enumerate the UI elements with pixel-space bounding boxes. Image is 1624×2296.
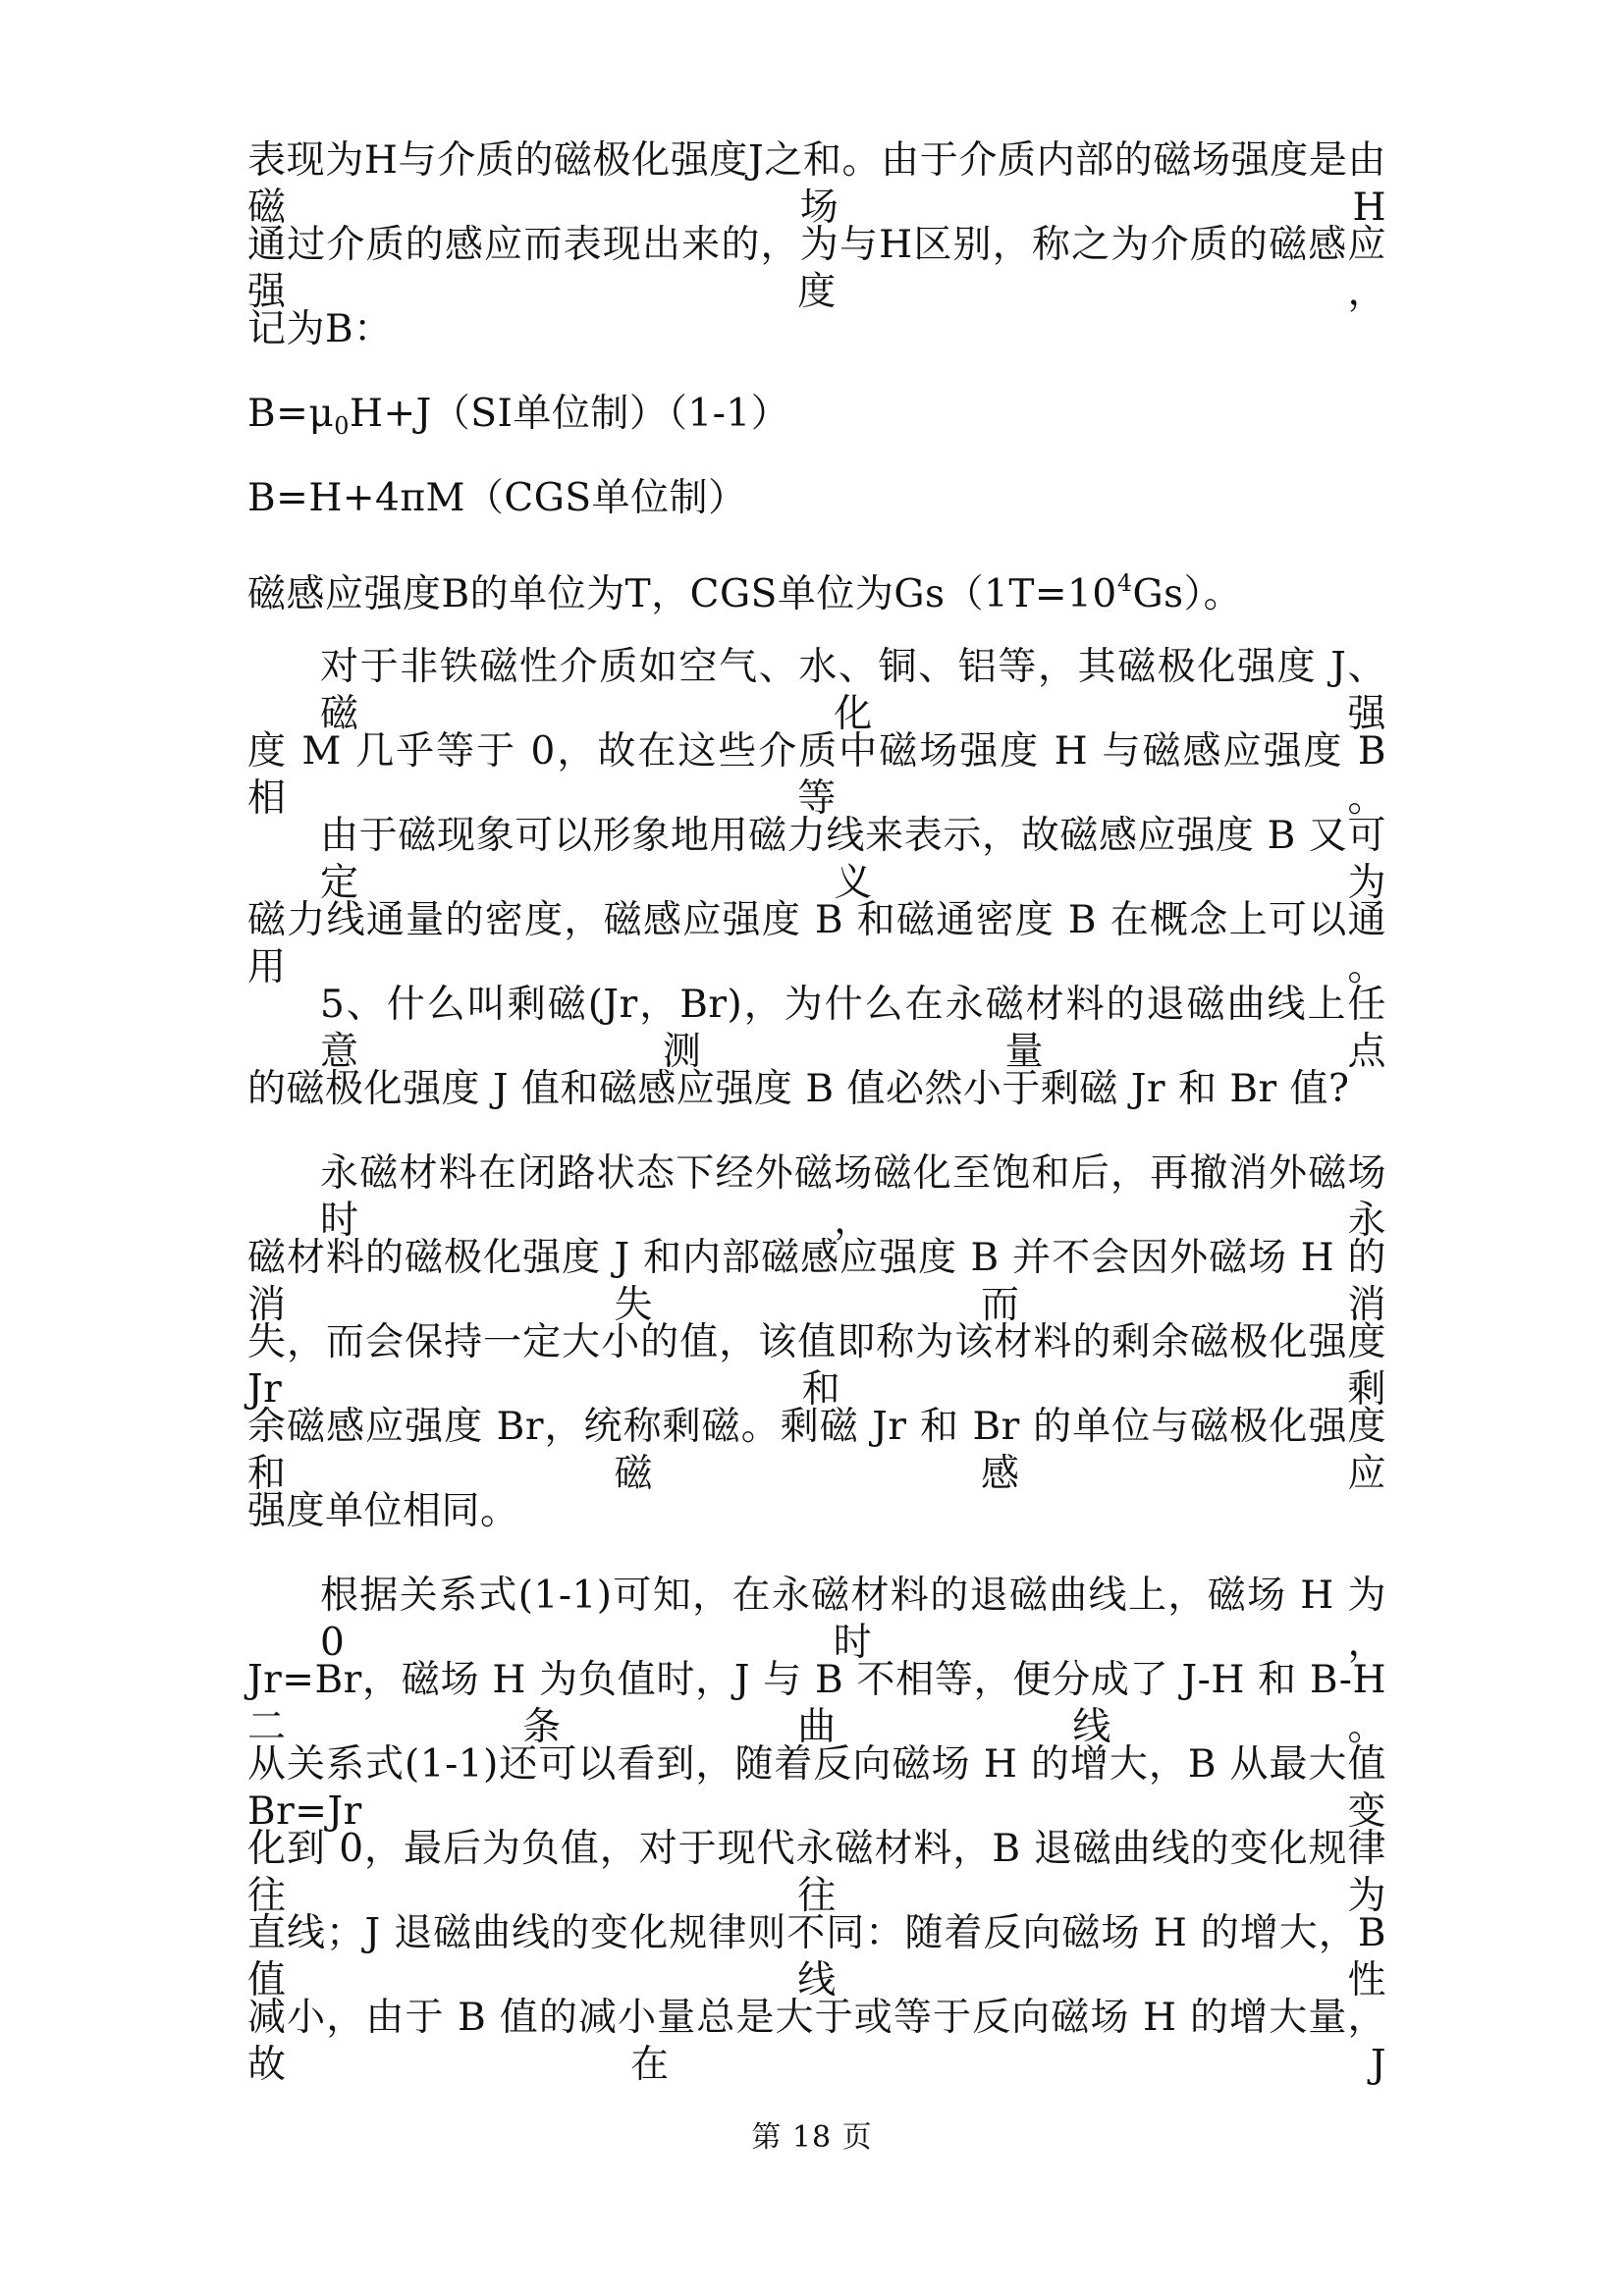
question-line: 的磁极化强度 J 值和磁感应强度 B 值必然小于剩磁 Jr 和 Br 值? [247, 1067, 1350, 1111]
unit-line [247, 560, 1386, 616]
formula-si-part: H+J（SI单位制）（1-1） [349, 392, 790, 436]
body-text-line: 表现为H与介质的磁极化强度J之和。由于介质内部的磁场强度是由磁场H [247, 138, 1386, 230]
page-number: 第 18 页 [751, 2120, 873, 2155]
paragraph-line: 强度单位相同。 [247, 1489, 519, 1533]
paragraph-line: 直线；J 退磁曲线的变化规律则不同：随着反向磁场 H 的增大，B 值线性 [247, 1911, 1386, 2002]
formula-cgs: B=H+4πM（CGS单位制） [247, 476, 747, 520]
paragraph-line: 磁力线通量的密度，磁感应强度 B 和磁通密度 B 在概念上可以通用。 [247, 898, 1386, 989]
body-text-line: 通过介质的感应而表现出来的，为与H区别，称之为介质的磁感应强度， [247, 223, 1386, 314]
paragraph-line: 化到 0，最后为负值，对于现代永磁材料，B 退磁曲线的变化规律往往为 [247, 1827, 1386, 1918]
paragraph-line: 度 M 几乎等于 0，故在这些介质中磁场强度 H 与磁感应强度 B 相等。 [247, 729, 1386, 821]
paragraph-line: 由于磁现象可以形象地用磁力线来表示，故磁感应强度 B 又可定义为 [320, 814, 1386, 905]
unit-line-part: 磁感应强度B的单位为T，CGS单位为Gs（1T=10 [247, 572, 1117, 616]
paragraph-line: 减小，由于 B 值的减小量总是大于或等于反向磁场 H 的增大量，故在 J [247, 1996, 1386, 2087]
paragraph-line: 从关系式(1-1)还可以看到，随着反向磁场 H 的增大，B 从最大值 Br=Jr 变 [247, 1742, 1386, 1834]
formula-si-part: B=μ [247, 392, 335, 436]
formula-si [247, 391, 1386, 438]
body-text-line: 记为B： [247, 307, 393, 351]
paragraph-line: 余磁感应强度 Br，统称剩磁。剩磁 Jr 和 Br 的单位与磁极化强度和磁感应 [247, 1405, 1386, 1496]
paragraph-line: 磁材料的磁极化强度 J 和内部磁感应强度 B 并不会因外磁场 H 的消失而消 [247, 1236, 1386, 1327]
paragraph-line: Jr=Br，磁场 H 为负值时，J 与 B 不相等，便分成了 J-H 和 B-H 二条曲线。 [247, 1658, 1386, 1749]
paragraph-line: 根据关系式(1-1)可知，在永磁材料的退磁曲线上，磁场 H 为 0 时， [320, 1574, 1386, 1665]
unit-line-part: Gs）。 [1132, 572, 1243, 616]
paragraph-line: 失，而会保持一定大小的值，该值即称为该材料的剩余磁极化强度 Jr 和剩 [247, 1320, 1386, 1412]
paragraph-line: 永磁材料在闭路状态下经外磁场磁化至饱和后，再撤消外磁场时，永 [320, 1151, 1386, 1243]
unit-superscript: 4 [1116, 569, 1133, 597]
paragraph-line: 对于非铁磁性介质如空气、水、铜、铝等，其磁极化强度 J、磁化强 [320, 645, 1386, 736]
formula-subscript: 0 [334, 412, 350, 440]
question-line: 5、什么叫剩磁(Jr，Br)，为什么在永磁材料的退磁曲线上任意测量点 [320, 983, 1386, 1074]
